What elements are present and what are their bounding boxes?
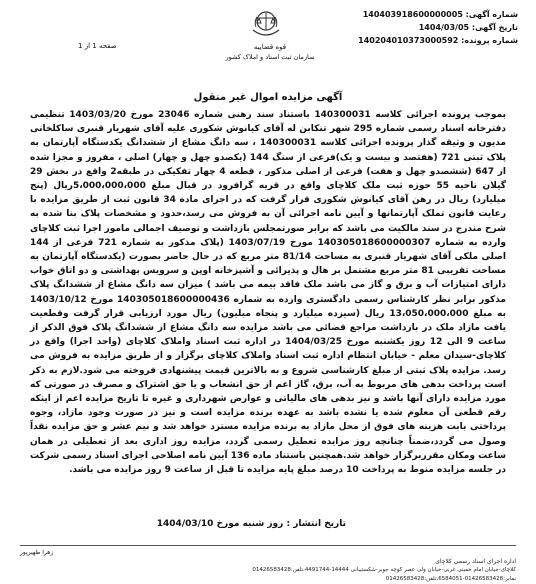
signature-label: زهرا ظهیرپور	[20, 549, 54, 556]
organization-name: قوه قضاییه	[253, 43, 287, 51]
footer-fax: نمابر:01426583428-6584051،تلفن:01426583428	[385, 576, 516, 582]
judiciary-emblem-icon	[248, 8, 284, 42]
notice-body-text: بموجب پرونده اجرائی کلاسه 140300031 باستناد سند رهنی شماره 23046 مورخ 1403/03/20 تنظیمی دفترخانه اسناد رسمی شماره 295 شهر تنکابن له آقای کیانوش شکوری علیه آقای شهریار قنبری ساکلخانی مدیون و وثیقه گذار پرونده اجرائی کلاسه 140300031 ، سه دانگ مشاع از ششدانگ یکدستگاه آپارتمان به پلاک ثبتی 721 (هفتصد و بیست و یک)فرعی از سنگ 144 (یکصدو چهل و چهار) اصلی ، مفروز و مجزا شده از 647 (ششصدو چهل و هفت) فرعی از اصلی مذکور ، قطعه 4 چهار تفکیکی در طبقه2 واقع در بخش 29 گیلان ناحیه 55 حوزه ثبت ملک کلاچای واقع در قریه گرافرود در قبال مبلغ 5،000،000،000ریال (پنج میلیارد) ریال در رهن آقای کیانوش شکوری قرار گرفت که در اجرای ماده 34 قانون ثبت از طریق مزایده با رعایت قانون تملک آپارتمانها و آیین نامه اجرائی آن به فروش می رسد،حدود و مشخصات پلاک بنا شده به شرح مندرج در سند مالکیت می باشد که برابر صورتمجلس بازداشت و توصیف اجمالی مامور اجرا ثبت کلاچای وارده به شماره 140305018600000307 مورخ 1403/07/19 (پلاک مذکور به شماره 721 فرعی از 144 اصلی ملکی آقای شهریار قنبری به مساحت 81/14 متر مربع که در حال حاضر بصورت (یکدستگاه آپارتمان به مساحت تقریبی 81 متر مربع مشتمل بر هال و پذیرائی و آشپزخانه اوپن و سرویس بهداشتی و دو اتاق خواب دارای امتیازات آب و برق و گاز می باشد ملک فاقد بیمه می باشد ) میزان سه دانگ مشاع از ششدانگ پلاک مذکور برابر نظر کارشناس رسمی دادگستری وارده به شماره 140305018600000436 مورخ 1403/10/12 به مبلغ 13،050،000،000 ریال (سیزده میلیارد و پنجاه میلیون) ریال مورد ارزیابی قرار گرفت وقطعیت یافت مازاد ملک در بازداشت مراجع قضائی می باشد مزایده سه دانگ مشاع از ششدانگ پلاک فوق الذکر از ساعت 9 الی 12 روز یکشنبه مورخ 1404/03/25 در اداره ثبت اسناد واملاک کلاچای (واحد اجرا) واقع در کلاچای-سیدان معلم - خیابان انتظام اداره ثبت اسناد واملاک کلاچای برگزار و از طریق مزایده به فروش می رسد. مزایده پلاک ثبتی از مبلغ کارشناسی شروع و به بالاترین قیمت پیشنهادی فروخته می شود.لازم به ذکر است پرداخت بدهی های مربوط به آب، برق، گاز اعم از حق انشعاب و یا حق اشتراک و مصرف در صورتی که مورد مزایده دارای آنها باشد و نیز بدهی های مالیاتی و عوارض شهرداری و غیره تا تاریخ مزایده اعم از اینکه رقم قطعی آن معلوم شده یا نشده باشد به عهده برنده مزایده است و نیز در صورت وجود مازاد، وجوه پرداختی بابت هزینه های فوق از محل مازاد به برنده مزایده مسترد خواهد شد و نیم عشر و حق مزایده نقداً وصول می گردد،ضمناً چنانچه روز مزایده تعطیل رسمی گردد، مزایده روز اداری بعد از تعطیلی در همان ساعت ومکان مقرربرگزار خواهد شد.همچنین باستناد ماده 136 آیین نامه اصلاحی اجرای اسناد رسمی شرکت در جلسه مزایده منوط به پرداخت 10 درصد مبلغ پایه مزایده تا قبل از ساعت 9 روز مزایده می باشد.	[30, 110, 507, 476]
organization-subtitle: سازمان ثبت اسناد و املاک کشور	[225, 53, 315, 61]
notice-body	[30, 108, 506, 477]
notice-title: آگهی مزایده اموال غیر منقول	[193, 92, 343, 103]
footer-address: کلاچای-خیابان امام خمینی غربی-خیابان ولی عصر کوچه جوبر-شکستیبانی 14444-4491744،تلفن:01426583428	[252, 567, 516, 573]
footer	[20, 548, 516, 584]
notice-date: تاریخ آگهی: 1404/03/05	[418, 23, 518, 32]
organization-block	[210, 42, 330, 62]
notice-number: شماره آگهی: 140403918600000005	[362, 10, 518, 19]
page-number: صفحه 1 از 1	[78, 42, 117, 50]
publish-date: تاریخ انتشار : روز شنبه مورخ 1404/03/10	[156, 519, 346, 529]
notice-meta	[358, 8, 518, 47]
case-number: شماره پرونده: 140204010373000592	[358, 36, 518, 45]
footer-position: اداره اجرای اسناد رسمی کلاچای	[435, 558, 516, 565]
footer-divider	[20, 545, 516, 546]
